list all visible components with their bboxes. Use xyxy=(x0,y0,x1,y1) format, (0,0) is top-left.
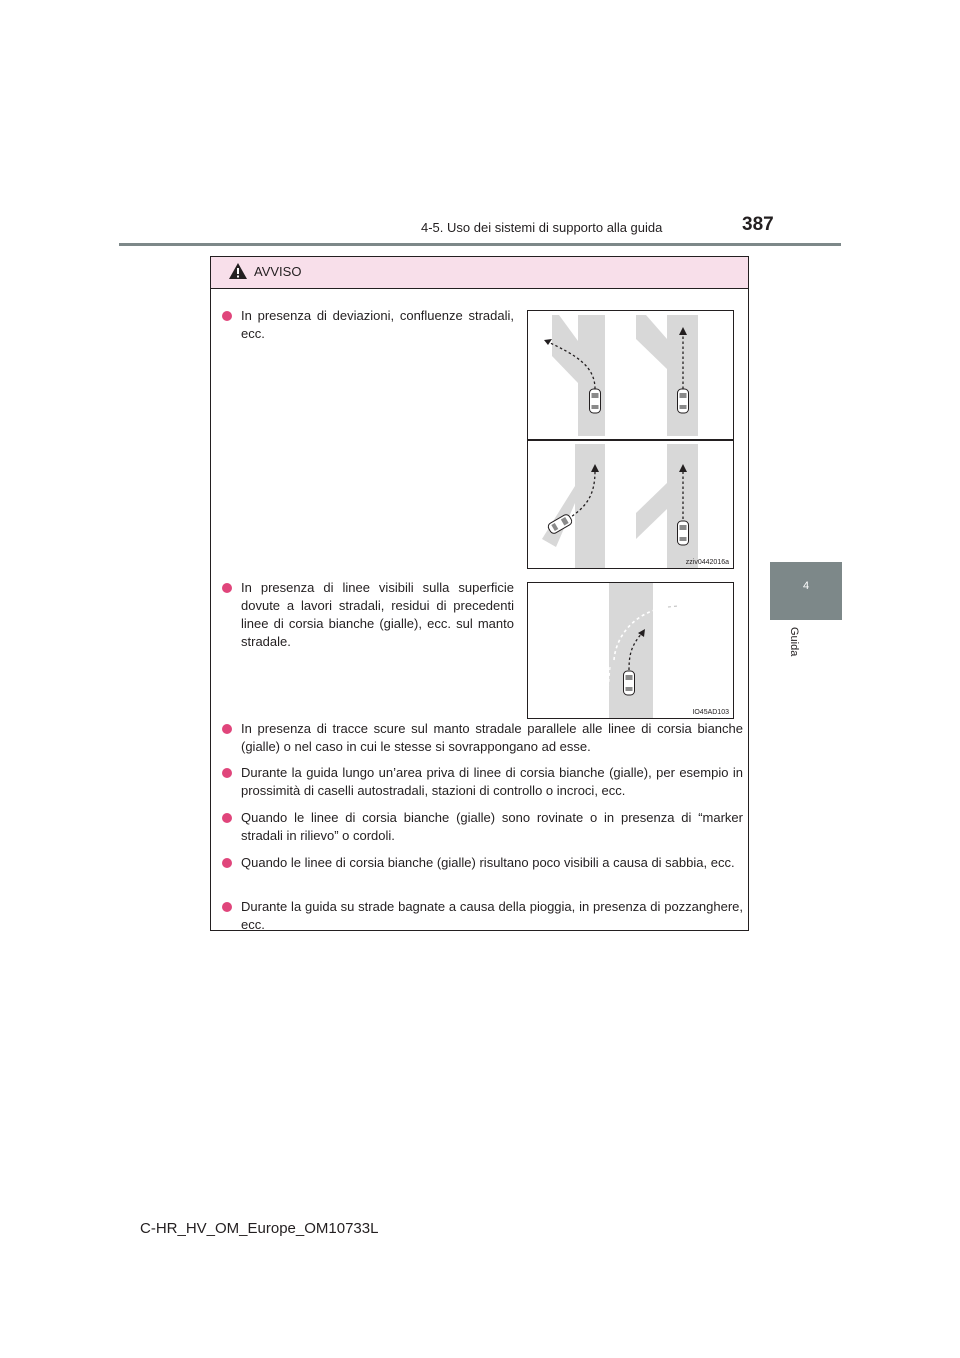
figure-code: zziv0442016a xyxy=(685,559,729,566)
section-title: 4-5. Uso dei sistemi di supporto alla guida xyxy=(421,220,663,235)
warning-item xyxy=(222,854,743,872)
warning-item-text: Quando le linee di corsia bianche (gialle) sono rovinate o in presenza di “marker stradali in rilievo” o cordoli. xyxy=(241,810,743,843)
warning-item xyxy=(222,307,514,343)
bullet-dot xyxy=(222,583,232,593)
warning-item xyxy=(222,809,743,845)
figure-code: IO45AD103 xyxy=(692,709,729,716)
warning-item xyxy=(222,764,743,800)
bullet-dot xyxy=(222,768,232,778)
chapter-tab xyxy=(770,562,842,620)
warning-item-text: Quando le linee di corsia bianche (gialle) risultano poco visibili a causa di sabbia, ecc. xyxy=(241,855,735,870)
warning-triangle-icon xyxy=(228,262,248,280)
chapter-name: Guida xyxy=(788,627,800,657)
warning-header xyxy=(211,257,748,289)
warning-item xyxy=(222,579,514,651)
warning-item xyxy=(222,720,743,756)
page-number: 387 xyxy=(742,214,774,235)
diagram-road-markings xyxy=(527,582,734,719)
road-markings-illustration xyxy=(528,583,733,718)
lane-branching-illustration xyxy=(528,311,733,568)
header-rule xyxy=(119,243,841,246)
warning-item-text: In presenza di deviazioni, confluenze stradali, ecc. xyxy=(241,308,514,341)
document-code: C-HR_HV_OM_Europe_OM10733L xyxy=(140,1220,379,1237)
bullet-dot xyxy=(222,858,232,868)
warning-item xyxy=(222,898,743,934)
warning-item-text: In presenza di tracce scure sul manto stradale parallele alle linee di corsia bianche (gialle) o nel caso in cui le stesse si sovrappongano ad esse. xyxy=(241,721,743,754)
warning-item-text: Durante la guida su strade bagnate a causa della pioggia, in presenza di pozzanghere, ecc. xyxy=(241,899,743,932)
bullet-dot xyxy=(222,902,232,912)
chapter-number: 4 xyxy=(802,580,810,592)
warning-item-text: Durante la guida lungo un’area priva di linee di corsia bianche (gialle), per esempio in prossimità di caselli autostradali, stazioni di controllo o incroci, ecc. xyxy=(241,765,743,798)
warning-item-text: In presenza di linee visibili sulla superficie dovute a lavori stradali, residui di precedenti linee di corsia bianche (gialle), ecc. sul manto stradale. xyxy=(241,580,514,649)
bullet-dot xyxy=(222,724,232,734)
warning-box xyxy=(210,256,749,931)
bullet-dot xyxy=(222,813,232,823)
bullet-dot xyxy=(222,311,232,321)
warning-title: AVVISO xyxy=(254,264,302,279)
diagram-lane-branching xyxy=(527,310,734,569)
